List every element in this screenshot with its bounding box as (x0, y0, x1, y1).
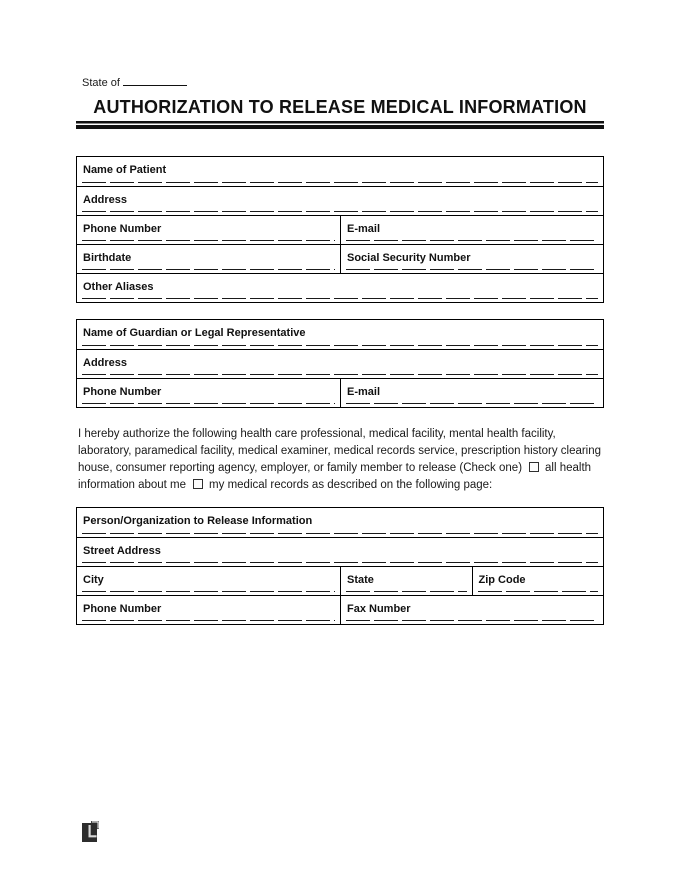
authorization-text: I hereby authorize the following health care professional, medical facility, mental health facility, laboratory, paramedical facility, medical examiner, medical records service, prescription history clearing house, consumer reporting agency, employer, or family member to release (Check one) (78, 428, 602, 474)
field-label: Name of Patient (83, 164, 167, 176)
field-label: E-mail (347, 386, 381, 398)
table-row (77, 244, 603, 273)
guardian-info-table (76, 319, 604, 408)
field-label: Other Aliases (83, 281, 154, 293)
field-label: Zip Code (478, 574, 526, 586)
fill-line[interactable] (346, 240, 598, 242)
state-of-row (82, 76, 604, 90)
authorization-option-all-health: all health information about me (78, 462, 592, 491)
field-patient-birthdate (77, 245, 340, 273)
release-org-table (76, 507, 604, 625)
table-row (77, 186, 603, 215)
fill-line[interactable] (346, 403, 598, 405)
table-row (77, 273, 603, 302)
field-label: Phone Number (83, 223, 162, 235)
field-release-org (77, 508, 603, 537)
field-label: City (83, 574, 104, 586)
fill-line[interactable] (82, 240, 335, 242)
field-guardian-phone (77, 379, 340, 407)
field-label: Street Address (83, 545, 161, 557)
field-label: Address (83, 357, 128, 369)
legal-templates-logo-icon (82, 821, 99, 842)
field-street-address (77, 538, 603, 566)
field-guardian-email (340, 379, 603, 407)
title-rule (76, 121, 604, 129)
table-row (77, 320, 603, 349)
table-row (77, 508, 603, 537)
fill-line[interactable] (82, 345, 598, 347)
state-of-label: State of (82, 77, 120, 89)
fill-line[interactable] (82, 403, 335, 405)
field-label: Phone Number (83, 386, 162, 398)
field-label: Address (83, 194, 128, 206)
field-org-phone (77, 596, 340, 624)
patient-info-table (76, 156, 604, 303)
fill-line[interactable] (346, 620, 598, 622)
table-row (77, 349, 603, 378)
fill-line[interactable] (82, 211, 598, 213)
table-row (77, 378, 603, 407)
fill-line[interactable] (82, 591, 335, 593)
fill-line[interactable] (82, 182, 598, 184)
fill-line[interactable] (82, 269, 335, 271)
field-label: Name of Guardian or Legal Representative (83, 327, 306, 339)
field-patient-address (77, 187, 603, 215)
checkbox-all-health-information[interactable] (529, 462, 539, 472)
field-zip-code (472, 567, 604, 595)
state-of-fill-line[interactable] (123, 76, 187, 86)
fill-line[interactable] (346, 591, 467, 593)
field-other-aliases (77, 274, 603, 302)
field-label: Social Security Number (347, 252, 471, 264)
field-patient-phone (77, 216, 340, 244)
field-label: State (347, 574, 374, 586)
field-name-of-patient (77, 157, 603, 186)
table-row (77, 215, 603, 244)
field-guardian-address (77, 350, 603, 378)
form-title: AUTHORIZATION TO RELEASE MEDICAL INFORMATION (93, 97, 587, 117)
fill-line[interactable] (82, 533, 598, 535)
authorization-option-medical-records: my medical records as described on the following page: (209, 479, 493, 491)
fill-line[interactable] (478, 591, 599, 593)
fill-line[interactable] (82, 374, 598, 376)
authorization-paragraph (78, 426, 606, 494)
field-fax-number (340, 596, 603, 624)
field-label: Fax Number (347, 603, 411, 615)
fill-line[interactable] (346, 269, 598, 271)
table-row (77, 537, 603, 566)
field-guardian-name (77, 320, 603, 349)
fill-line[interactable] (82, 562, 598, 564)
fill-line[interactable] (82, 620, 335, 622)
table-row (77, 566, 603, 595)
checkbox-my-medical-records[interactable] (193, 479, 203, 489)
table-row (77, 595, 603, 624)
table-row (77, 157, 603, 186)
field-label: Person/Organization to Release Information (83, 515, 313, 527)
field-label: Phone Number (83, 603, 162, 615)
field-patient-ssn (340, 245, 603, 273)
field-label: Birthdate (83, 252, 132, 264)
fill-line[interactable] (82, 298, 598, 300)
field-patient-email (340, 216, 603, 244)
field-state (340, 567, 472, 595)
field-label: E-mail (347, 223, 381, 235)
document-content (76, 76, 604, 641)
field-city (77, 567, 340, 595)
